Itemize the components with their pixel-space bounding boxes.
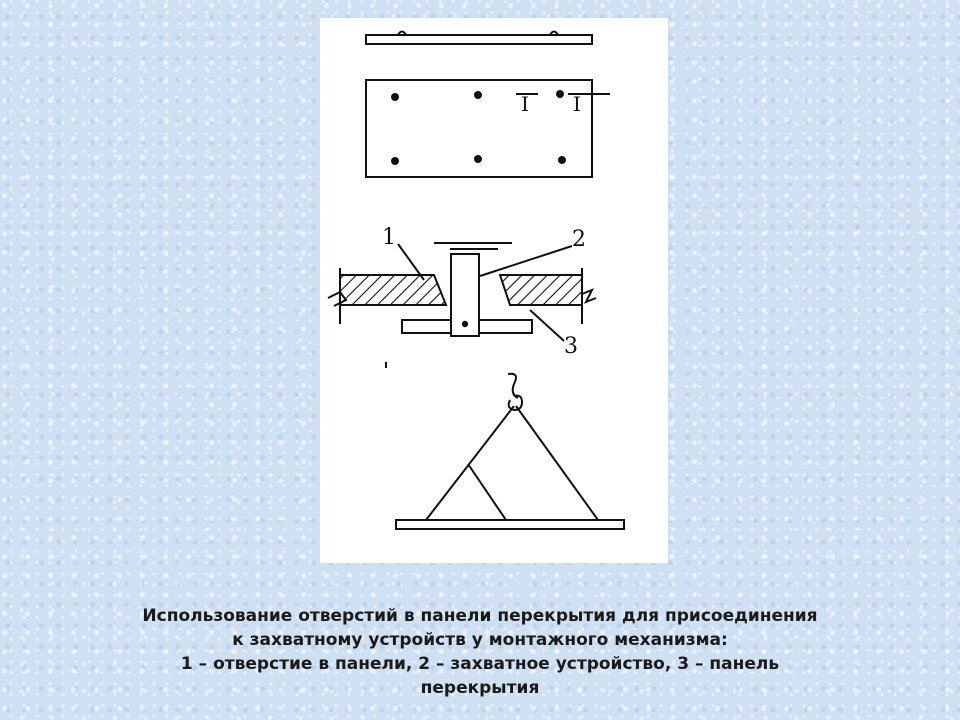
callout-1: 1 bbox=[382, 225, 396, 250]
caption-line-2: к захватному устройств у монтажного механизма: bbox=[232, 630, 728, 650]
drawing-canvas bbox=[320, 18, 668, 563]
section-view bbox=[328, 243, 596, 368]
figure-caption bbox=[120, 604, 840, 700]
caption-line-3: 1 – отверстие в панели, 2 – захватное устройство, 3 – панель bbox=[180, 654, 780, 674]
caption-line-4: перекрытия bbox=[420, 678, 540, 698]
section-mark-left: I bbox=[521, 92, 529, 116]
callout-3: 3 bbox=[564, 334, 578, 359]
lifting-sling bbox=[396, 374, 624, 529]
caption-line-1: Использование отверстий в панели перекрытия для присоединения bbox=[142, 606, 818, 626]
panel-side-view bbox=[366, 32, 592, 45]
technical-drawing bbox=[320, 18, 668, 563]
section-mark-right: I bbox=[573, 92, 581, 116]
callout-2: 2 bbox=[572, 227, 586, 252]
